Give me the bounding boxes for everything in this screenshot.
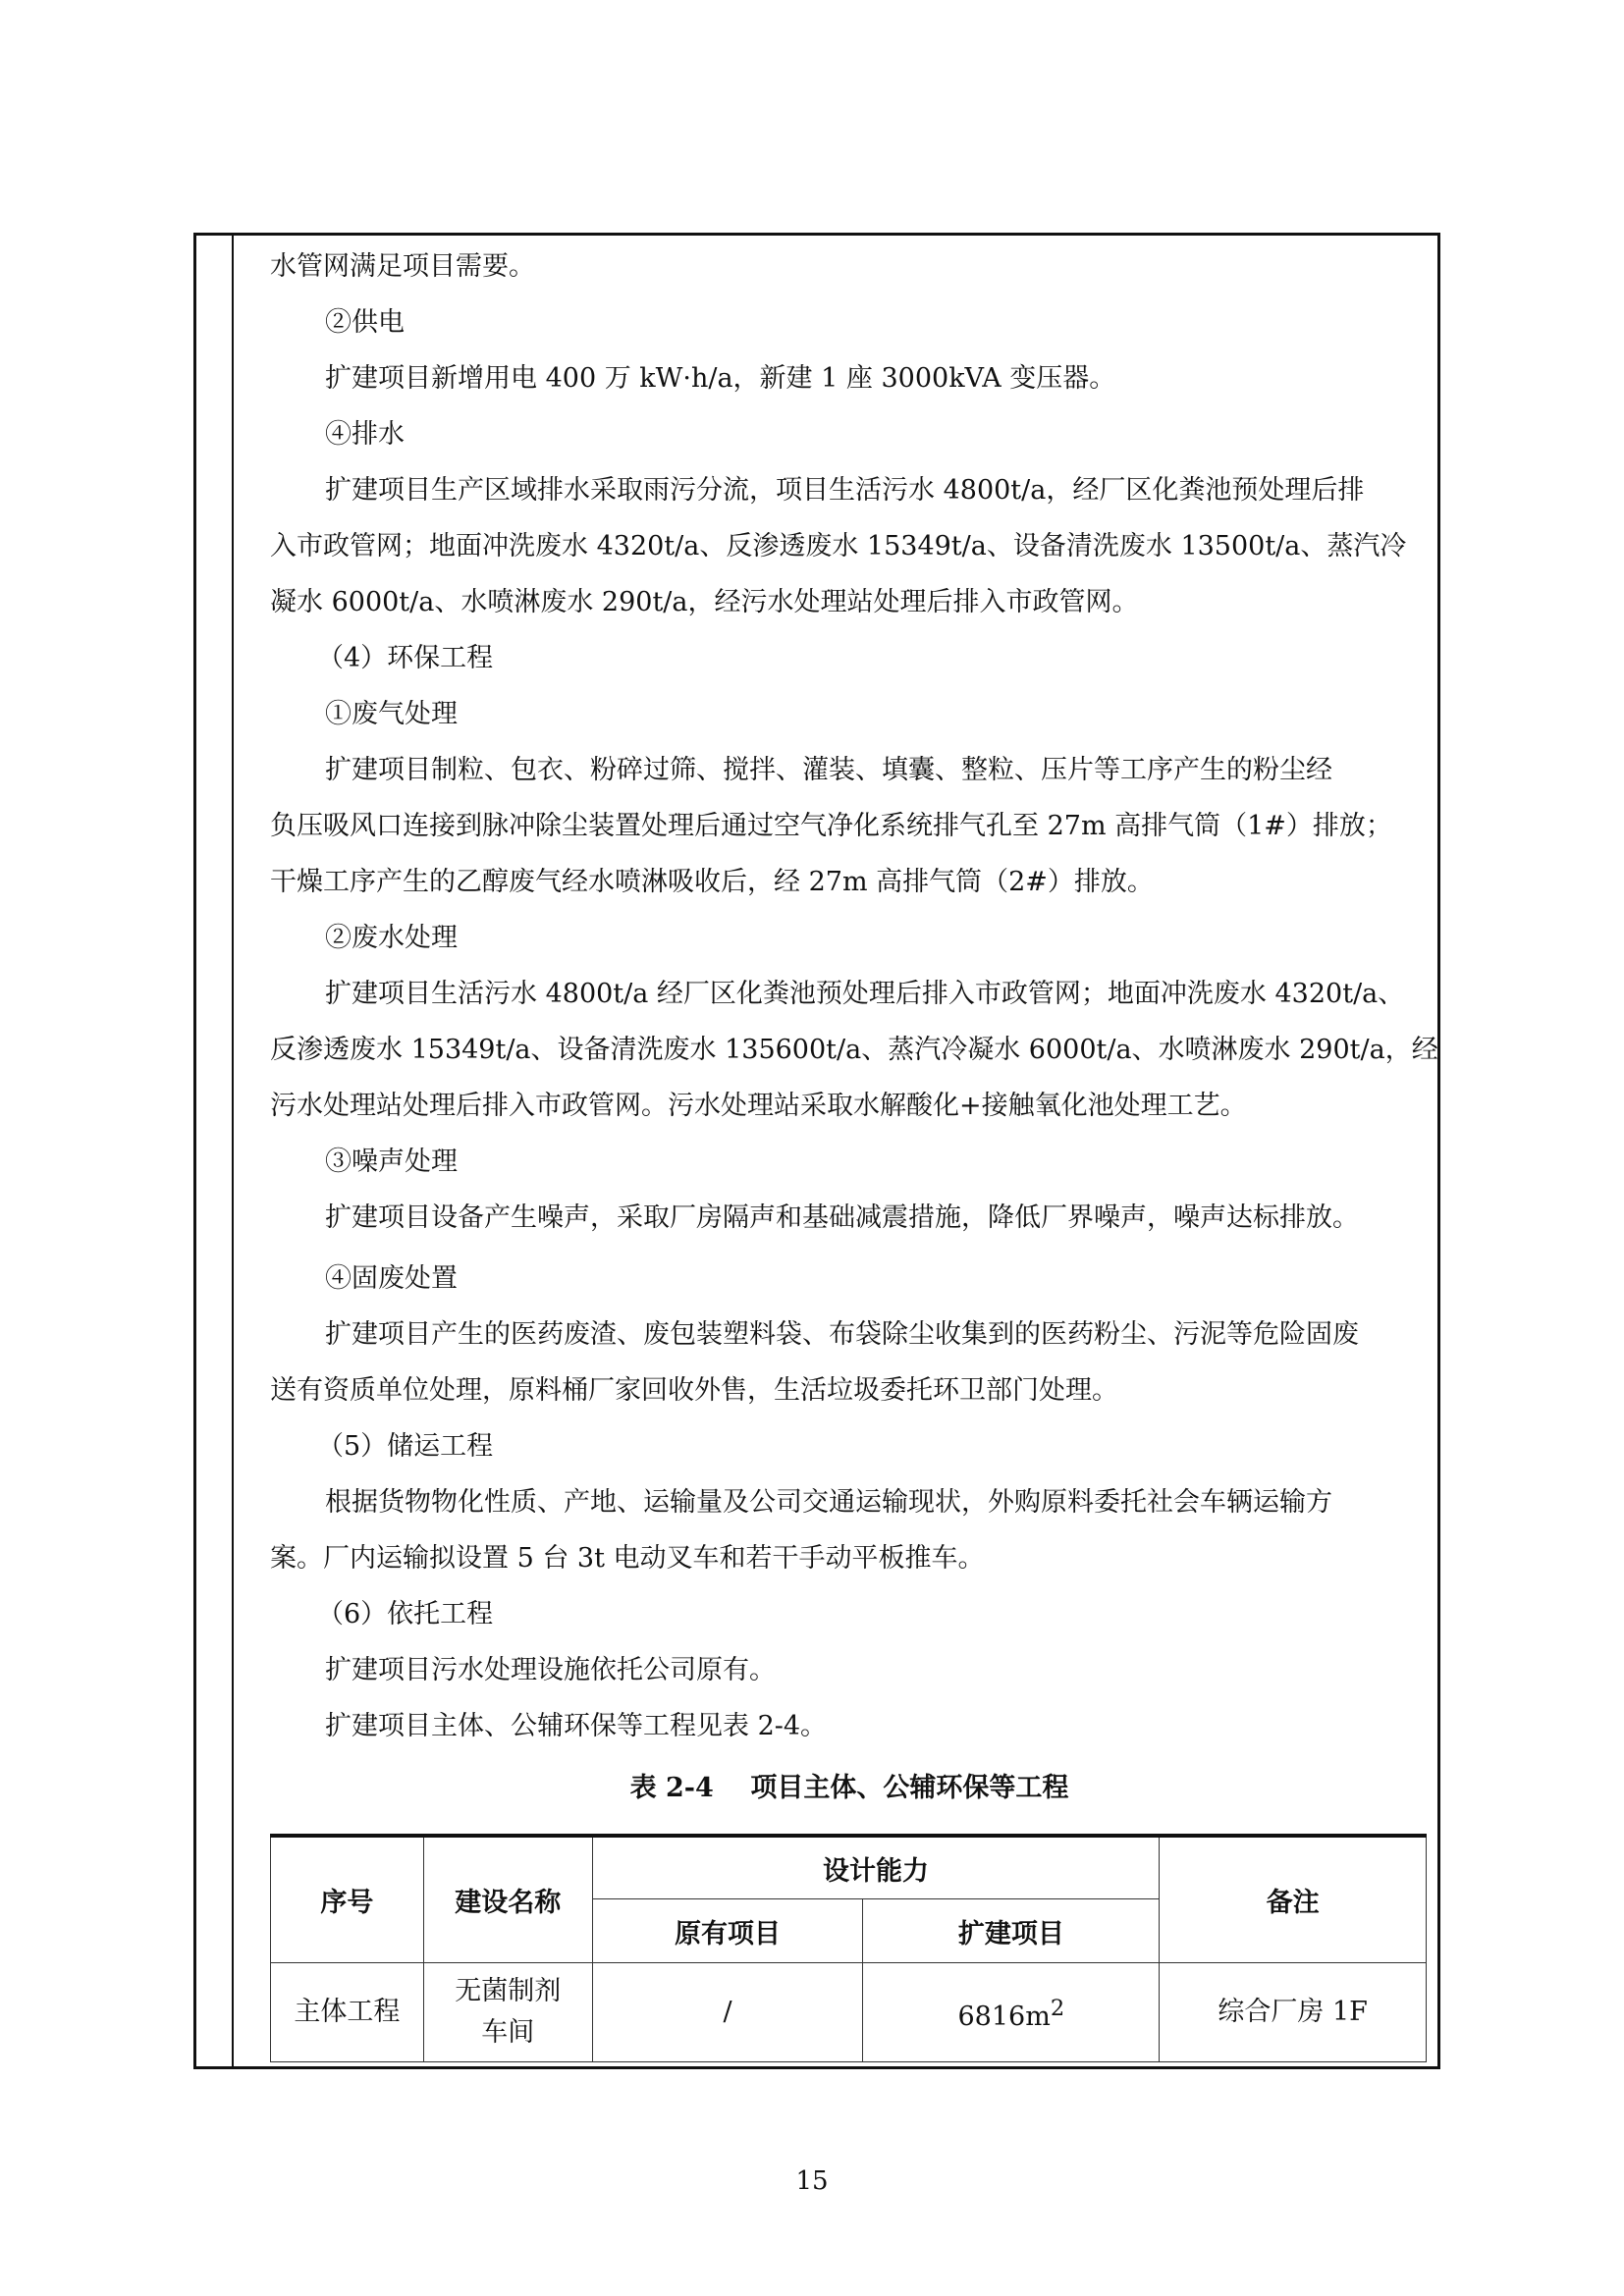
subheading-drainage: ④排水 <box>325 419 405 450</box>
section-heading-storage: （5）储运工程 <box>317 1431 494 1462</box>
header-existing: 原有项目 <box>592 1899 863 1963</box>
paragraph-line: 案。厂内运输拟设置 5 台 3t 电动叉车和若干手动平板推车。 <box>270 1543 985 1574</box>
section-heading-reliance: （6）依托工程 <box>317 1599 494 1629</box>
paragraph-line: 干燥工序产生的乙醇废气经水喷淋吸收后，经 27m 高排气筒（2#）排放。 <box>270 867 1154 897</box>
cell-name-line: 车间 <box>481 2017 535 2048</box>
paragraph-line: 扩建项目主体、公辅环保等工程见表 2-4。 <box>325 1711 828 1741</box>
cell-expansion-value: 6816m <box>957 2001 1051 2032</box>
paragraph-line: 根据货物物化性质、产地、运输量及公司交通运输现状，外购原料委托社会车辆运输方 <box>325 1487 1332 1518</box>
table-row <box>271 1963 1427 2062</box>
cell-expansion <box>863 1963 1160 2062</box>
table-caption: 表 2-4 项目主体、公辅环保等工程 <box>629 1773 1069 1803</box>
paragraph-line: 水管网满足项目需要。 <box>270 251 535 282</box>
table-header-row <box>271 1836 1427 1899</box>
paragraph-line: 扩建项目制粒、包衣、粉碎过筛、搅拌、灌装、填囊、整粒、压片等工序产生的粉尘经 <box>325 755 1332 785</box>
paragraph-line: 凝水 6000t/a、水喷淋废水 290t/a，经污水处理站处理后排入市政管网。 <box>270 587 1139 617</box>
header-expansion: 扩建项目 <box>863 1899 1160 1963</box>
cell-expansion-unit-exponent: 2 <box>1050 1995 1065 2021</box>
cell-seq: 主体工程 <box>271 1963 424 2062</box>
paragraph-line: 扩建项目新增用电 400 万 kW·h/a，新建 1 座 3000kVA 变压器。 <box>325 363 1116 394</box>
frame-divider <box>232 236 234 2066</box>
paragraph-line: 入市政管网；地面冲洗废水 4320t/a、反渗透废水 15349t/a、设备清洗废水 13500t/a、蒸汽冷 <box>270 531 1407 561</box>
cell-name <box>423 1963 592 2062</box>
subheading-power: ②供电 <box>325 307 405 338</box>
header-name: 建设名称 <box>423 1836 592 1963</box>
paragraph-line: 反渗透废水 15349t/a、设备清洗废水 135600t/a、蒸汽冷凝水 6000t/a、水喷淋废水 290t/a，经 <box>270 1035 1438 1065</box>
paragraph-line: 送有资质单位处理，原料桶厂家回收外售，生活垃圾委托环卫部门处理。 <box>270 1375 1118 1406</box>
paragraph-line: 扩建项目生活污水 4800t/a 经厂区化粪池预处理后排入市政管网；地面冲洗废水 4320t/a、 <box>325 979 1405 1009</box>
paragraph-line: 扩建项目设备产生噪声，采取厂房隔声和基础减震措施，降低厂界噪声，噪声达标排放。 <box>325 1202 1359 1233</box>
paragraph-line: 扩建项目污水处理设施依托公司原有。 <box>325 1655 776 1685</box>
header-design-capacity: 设计能力 <box>592 1836 1160 1899</box>
cell-existing: / <box>592 1963 863 2062</box>
subheading-wastewater: ②废水处理 <box>325 923 458 953</box>
paragraph-line: 污水处理站处理后排入市政管网。污水处理站采取水解酸化+接触氧化池处理工艺。 <box>270 1091 1247 1121</box>
subheading-solid-waste: ④固废处置 <box>325 1263 458 1294</box>
subheading-exhaust: ①废气处理 <box>325 699 458 729</box>
header-seq: 序号 <box>271 1836 424 1963</box>
cell-remark: 综合厂房 1F <box>1160 1963 1427 2062</box>
section-heading-env: （4）环保工程 <box>317 643 494 673</box>
subheading-noise: ③噪声处理 <box>325 1147 458 1177</box>
cell-name-line: 无菌制剂 <box>455 1976 562 2006</box>
paragraph-line: 扩建项目产生的医药废渣、废包装塑料袋、布袋除尘收集到的医药粉尘、污泥等危险固废 <box>325 1319 1359 1350</box>
paragraph-line: 扩建项目生产区域排水采取雨污分流，项目生活污水 4800t/a，经厂区化粪池预处理后排 <box>325 475 1365 506</box>
paragraph-line: 负压吸风口连接到脉冲除尘装置处理后通过空气净化系统排气孔至 27m 高排气筒（1#）排放； <box>270 811 1392 841</box>
project-table <box>270 1834 1427 2062</box>
page-number: 15 <box>795 2166 829 2196</box>
header-remark: 备注 <box>1160 1836 1427 1963</box>
